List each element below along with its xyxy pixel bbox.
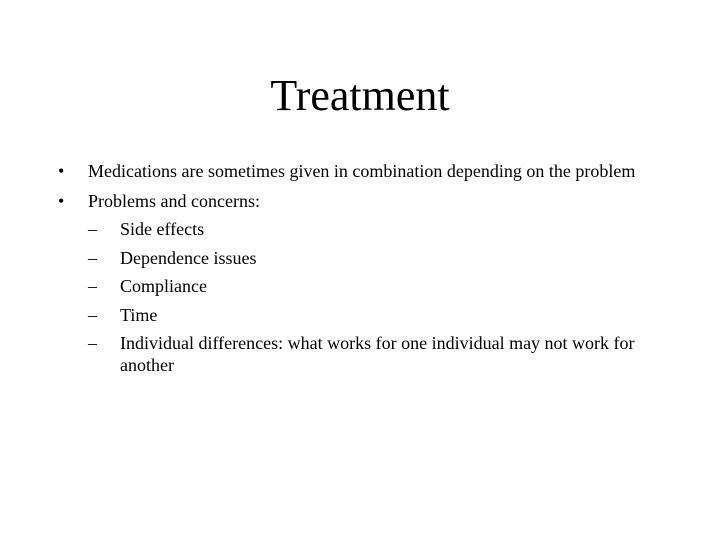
bullet-text: Medications are sometimes given in combination depending on the problem (88, 161, 636, 181)
sub-item-text: Individual differences: what works for one individual may not work for another (120, 333, 635, 375)
bullet-text: Problems and concerns: (88, 191, 260, 211)
sub-item-text: Compliance (120, 276, 207, 296)
sub-item-text: Dependence issues (120, 247, 257, 268)
dash-marker: – (88, 247, 97, 268)
sub-item-text: Time (120, 304, 158, 325)
dash-marker: – (88, 276, 97, 296)
sub-item-time (88, 304, 640, 326)
bullet-item-problems (0, 190, 720, 376)
sub-item-individual-differences (88, 332, 640, 376)
sub-item-dependence (88, 247, 640, 269)
bullet-list (0, 160, 720, 384)
sub-item-text: Side effects (120, 219, 205, 239)
bullet-marker: • (58, 161, 65, 181)
sub-item-compliance (88, 275, 640, 297)
dash-marker: – (88, 219, 97, 239)
dash-marker: – (88, 333, 97, 353)
slide-title: Treatment (270, 71, 450, 120)
bullet-marker: • (58, 191, 65, 211)
dash-marker: – (88, 304, 97, 325)
bullet-item-medications (0, 160, 720, 182)
sub-item-side-effects (88, 218, 640, 240)
sub-bullet-list (88, 218, 640, 376)
